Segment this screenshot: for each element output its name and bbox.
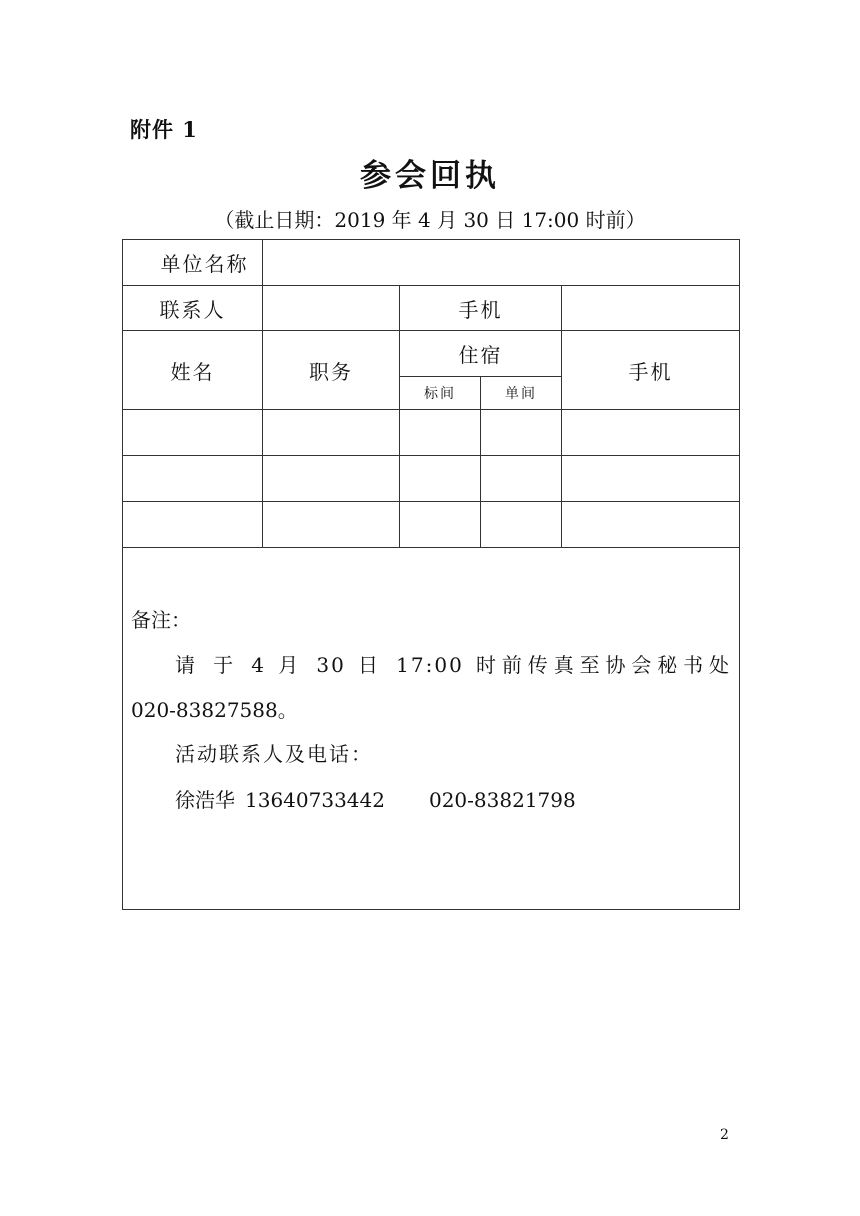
- name-cell[interactable]: [123, 456, 263, 502]
- contact-phone: 020-83821798: [428, 788, 576, 812]
- position-cell[interactable]: [263, 502, 400, 548]
- unit-name-field[interactable]: [263, 240, 740, 286]
- notes-section: [123, 548, 740, 910]
- table-row: [123, 456, 740, 502]
- single-room-cell[interactable]: [481, 502, 562, 548]
- fax-number: 020-83827588。: [131, 698, 298, 722]
- contact-person-field[interactable]: [263, 286, 400, 331]
- mobile-label: 手机: [400, 286, 562, 331]
- contact-info: [175, 784, 576, 813]
- table-row: [123, 502, 740, 548]
- mobile-column-header: 手机: [562, 331, 740, 410]
- notes-instruction: 请 于 4 月 30 日 17:00 时前传真至协会秘书处: [175, 653, 731, 677]
- reply-form-table: [122, 239, 740, 910]
- lodging-column-header: 住宿: [400, 331, 562, 377]
- position-cell[interactable]: [263, 456, 400, 502]
- notes-label: 备注：: [131, 608, 191, 632]
- contact-info-label: 活动联系人及电话：: [175, 742, 373, 766]
- single-room-cell[interactable]: [481, 410, 562, 456]
- contact-name: 徐浩华: [175, 788, 235, 812]
- standard-room-cell[interactable]: [400, 410, 481, 456]
- page-number: 2: [720, 1127, 729, 1143]
- mobile-field[interactable]: [562, 286, 740, 331]
- position-column-header: 职务: [263, 331, 400, 410]
- page-title: 参会回执: [360, 158, 500, 194]
- name-column-header: 姓名: [123, 331, 263, 410]
- mobile-cell[interactable]: [562, 410, 740, 456]
- mobile-cell[interactable]: [562, 456, 740, 502]
- name-cell[interactable]: [123, 410, 263, 456]
- single-room-header: 单间: [481, 377, 562, 410]
- attachment-label: 附件 1: [130, 117, 198, 142]
- standard-room-cell[interactable]: [400, 456, 481, 502]
- name-cell[interactable]: [123, 502, 263, 548]
- standard-room-cell[interactable]: [400, 502, 481, 548]
- table-row: [123, 410, 740, 456]
- contact-person-label: 联系人: [123, 286, 263, 331]
- unit-name-label: 单位名称: [123, 240, 263, 286]
- mobile-cell[interactable]: [562, 502, 740, 548]
- contact-mobile: 13640733442: [245, 788, 385, 812]
- deadline-text: （截止日期：2019 年 4 月 30 日 17:00 时前）: [214, 208, 646, 232]
- position-cell[interactable]: [263, 410, 400, 456]
- standard-room-header: 标间: [400, 377, 481, 410]
- single-room-cell[interactable]: [481, 456, 562, 502]
